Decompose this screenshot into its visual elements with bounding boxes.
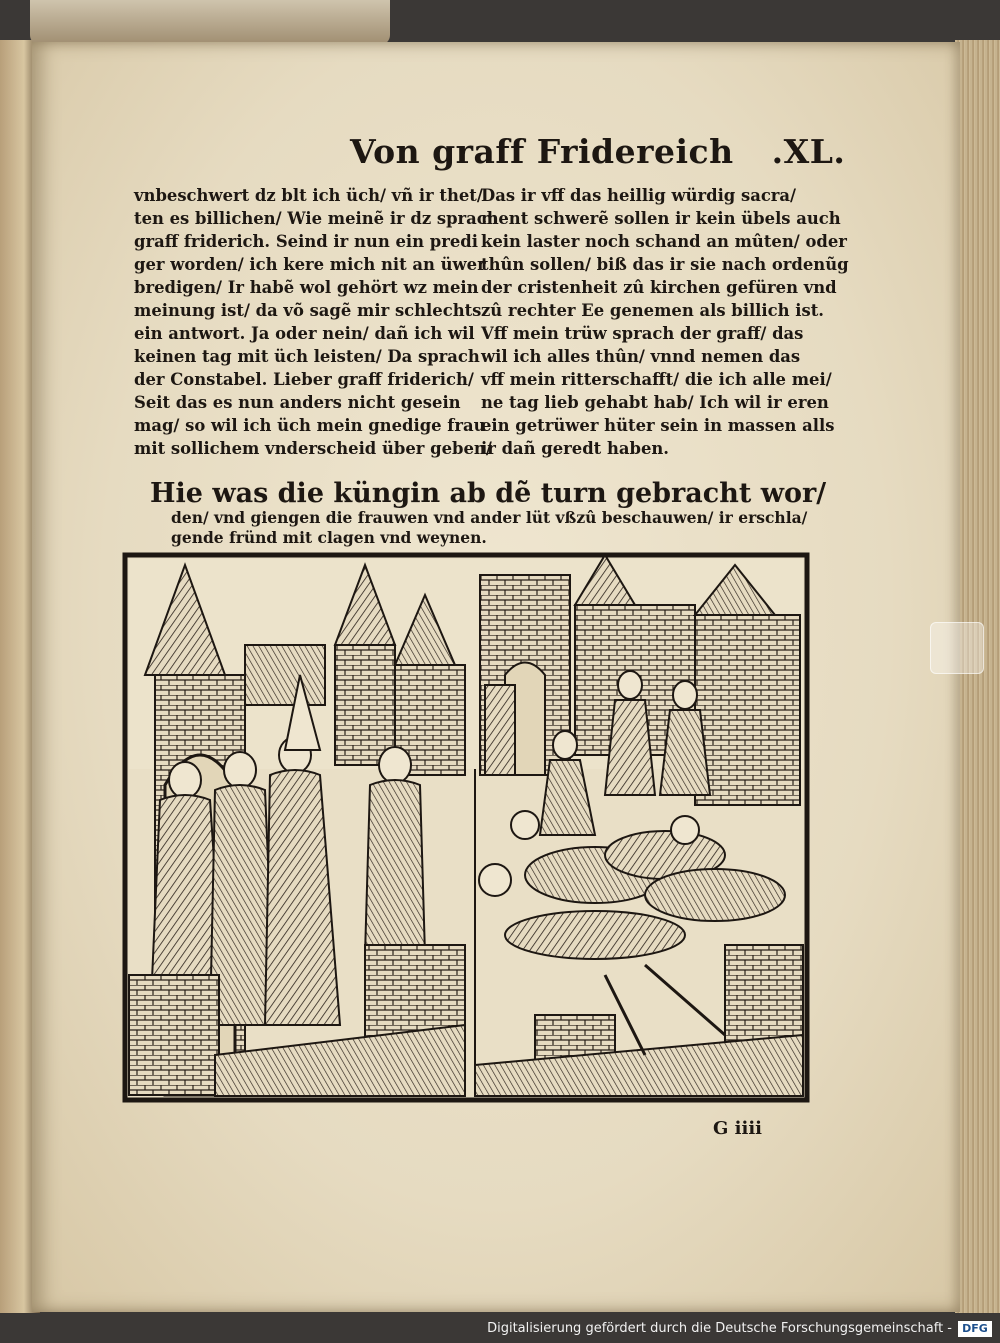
text-line: Seit das es nun anders nicht gesein [134,393,461,412]
text-line: wil ich alles thûn/ vnnd nemen das [481,347,801,366]
text-line: mag/ so wil ich üch mein gnedige frau [134,416,486,435]
text-line: ten es billichen/ Wie meinẽ ir dz sprach [134,209,499,228]
text-line: zû rechter Ee genemen als billich ist. [481,301,824,320]
page-edge-stack [955,40,1000,1315]
text-line: mit sollichem vnderscheid über geben/ [134,439,492,458]
page-clip [930,622,984,674]
text-line: kein laster noch schand an mûten/ oder [481,232,847,251]
text-line: graff friderich. Seind ir nun ein predi [134,232,478,251]
running-title-text: Von graff Fridereich [350,132,734,171]
right-tower [695,615,800,805]
text-line: thûn sollen/ biß das ir sie nach ordenũg [481,255,849,274]
text-line: ne tag lieb gehabt hab/ Ich wil ir eren [481,393,829,412]
text-line: bredigen/ Ir habẽ wol gehört wz mein [134,278,479,297]
woodcut-illustration [125,555,807,1100]
text-line: meinung ist/ da võ sagẽ mir schlechts [134,301,482,320]
text-line: der Constabel. Lieber graff friderich/ [134,370,474,389]
text-line: Vff mein trüw sprach der graff/ das [481,324,804,343]
book-top-edge [30,0,390,45]
text-column-right [481,184,849,460]
caption-headline: Hie was die küngin ab dẽ turn gebracht wor/ [150,478,827,509]
dfg-logo: DFG [958,1321,992,1337]
text-line: ein antwort. Ja oder nein/ dañ ich wil [134,324,475,343]
text-line: keinen tag mit üch leisten/ Da sprach [134,347,480,366]
text-line: ment schwerẽ sollen ir kein übels auch [481,209,841,228]
wall-tower [129,975,219,1095]
signature-mark: G iiii [713,1118,762,1139]
text-line: der cristenheit zû kirchen gefüren vnd [481,278,837,297]
digitization-footer [0,1313,1000,1343]
figure-in-door [485,685,515,775]
gallery [245,645,325,705]
text-line: vnbeschwert dz blt ich üch/ vñ ir thet/ [134,186,483,205]
footer-credit: Digitalisierung gefördert durch die Deutsche Forschungsgemeinschaft - [487,1321,952,1336]
text-line: vff mein ritterschafft/ die ich alle mei/ [481,370,832,389]
caption-line: gende fründ mit clagen vnd weynen. [171,528,487,547]
running-title [350,132,846,171]
text-line: Das ir vff das heillig würdig sacra/ [481,186,797,205]
tower [335,645,395,765]
folio-number: .XL. [771,132,846,171]
text-line: ger worden/ ich kere mich nit an üwer [134,255,486,274]
text-column-left [134,184,499,460]
text-line: ein getrüwer hüter sein in massen alls [481,416,835,435]
caption-line: den/ vnd giengen die frauwen vnd ander lüt vßzû beschauwen/ ir erschla/ [171,508,808,527]
text-line: ir dañ geredt haben. [481,439,670,458]
